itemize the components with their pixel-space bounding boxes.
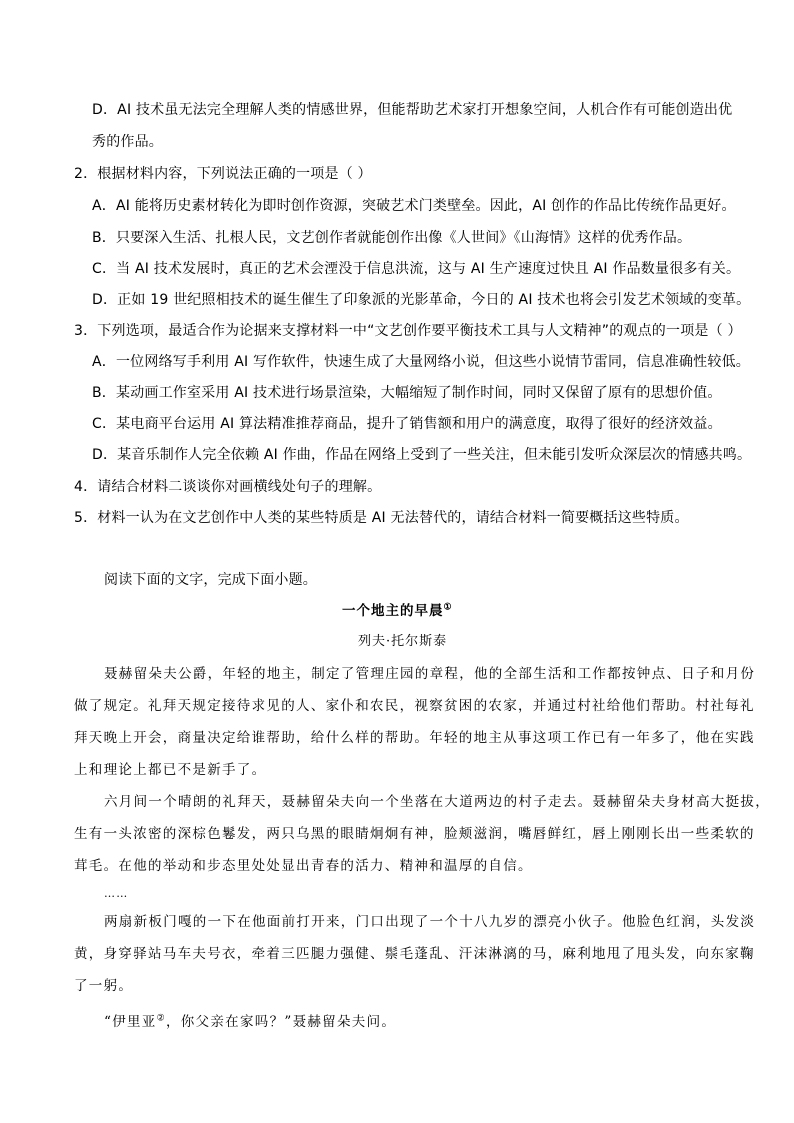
reading-title-note: ①: [443, 602, 453, 613]
q3-option-d: D．某音乐制作人完全依赖 AI 作曲，作品在网络上受到了一些关注，但未能引发听众深层次的情感共鸣。: [92, 447, 752, 463]
paragraph-2-line-2: 生有一头浓密的深棕色鬈发，两只乌黑的眼睛炯炯有神，脸颊滋润，嘴唇鲜红，唇上刚刚长出一些柔软的: [74, 826, 755, 842]
paragraph-3-line-1: 两扇新板门嘎的一下在他面前打开来，门口出现了一个十八九岁的漂亮小伙子。他脸色红润，头发淡: [104, 914, 756, 930]
paragraph-2-line-3: 茸毛。在他的举动和步态里处处显出青春的活力、精神和温厚的自信。: [74, 858, 533, 874]
paragraph-3-line-3: 了一躬。: [74, 978, 134, 994]
reading-instruction: 阅读下面的文字，完成下面小题。: [104, 572, 317, 588]
q5: 5．材料一认为在文艺创作中人类的某些特质是 AI 无法替代的，请结合材料一简要概括这些特质。: [74, 510, 689, 526]
q3-stem: 3．下列选项，最适合作为论据来支撑材料一中“文艺创作要平衡技术工具与人文精神”的观点的一项是（ ）: [74, 323, 742, 339]
reading-author: 列夫·托尔斯泰: [358, 634, 448, 649]
q3-option-c: C．某电商平台运用 AI 算法精准推荐商品，提升了销售额和用户的满意度，取得了很好的经济效益。: [92, 416, 722, 432]
q2-option-d: D．正如 19 世纪照相技术的诞生催生了印象派的光影革命，今日的 AI 技术也将会引发艺术领域的变革。: [92, 292, 751, 308]
reading-title-text: 一个地主的早晨: [342, 603, 444, 619]
paragraph-1-line-1: 聂赫留朵夫公爵，年轻的地主，制定了管理庄园的章程，他的全部生活和工作都按钟点、日子和月份: [104, 666, 756, 682]
paragraph-1-line-4: 上和理论上都已不是新手了。: [74, 762, 267, 778]
paragraph-4-post: ，你父亲在家吗？”聂赫留朵夫问。: [165, 1014, 397, 1030]
paragraph-3-line-2: 黄，身穿驿站马车夫号衣，牵着三匹腿力强健、鬃毛蓬乱、汗沫淋漓的马，麻利地甩了甩头发，向东家鞠: [74, 946, 755, 962]
q2-option-b: B．只要深入生活、扎根人民，文艺创作者就能创作出像《人世间》《山海情》这样的优秀作品。: [92, 230, 692, 246]
paragraph-1-line-3: 拜天晚上开会，商量决定给谁帮助，给什么样的帮助。年轻的地主从事这项工作已有一年多了，他在实践: [74, 730, 755, 746]
q1-option-d-line2: 秀的作品。: [92, 134, 163, 150]
paragraph-4-pre: “伊里亚: [104, 1014, 157, 1030]
paragraph-4-line-1: [104, 1013, 396, 1031]
paragraph-1-line-2: 做了规定。礼拜天规定接待求见的人、家仆和农民，视察贫困的农家，并通过村社给他们帮助。村社每礼: [74, 698, 755, 714]
ellipsis: ……: [104, 887, 129, 900]
q1-option-d-line1: D．AI 技术虽无法完全理解人类的情感世界，但能帮助艺术家打开想象空间，人机合作有可能创造出优: [92, 102, 733, 118]
q2-option-c: C．当 AI 技术发展时，真正的艺术会湮没于信息洪流，这与 AI 生产速度过快且 AI 作品数量很多有关。: [92, 261, 741, 277]
q2-option-a: A．AI 能将历史素材转化为即时创作资源，突破艺术门类壁垒。因此，AI 创作的作品比传统作品更好。: [92, 198, 736, 214]
paragraph-2-line-1: 六月间一个晴朗的礼拜天，聂赫留朵夫向一个坐落在大道两边的村子走去。聂赫留朵夫身材高大挺拔，: [104, 794, 770, 810]
reading-title: [342, 602, 453, 620]
q3-option-b: B．某动画工作室采用 AI 技术进行场景渲染，大幅缩短了制作时间，同时又保留了原有的思想价值。: [92, 385, 722, 401]
q3-option-a: A．一位网络写手利用 AI 写作软件，快速生成了大量网络小说，但这些小说情节雷同，信息准确性较低。: [92, 354, 750, 370]
q4: 4．请结合材料二谈谈你对画横线处句子的理解。: [74, 479, 382, 495]
q2-stem: 2．根据材料内容，下列说法正确的一项是（ ）: [74, 166, 372, 182]
paragraph-4-note: ②: [156, 1013, 166, 1024]
